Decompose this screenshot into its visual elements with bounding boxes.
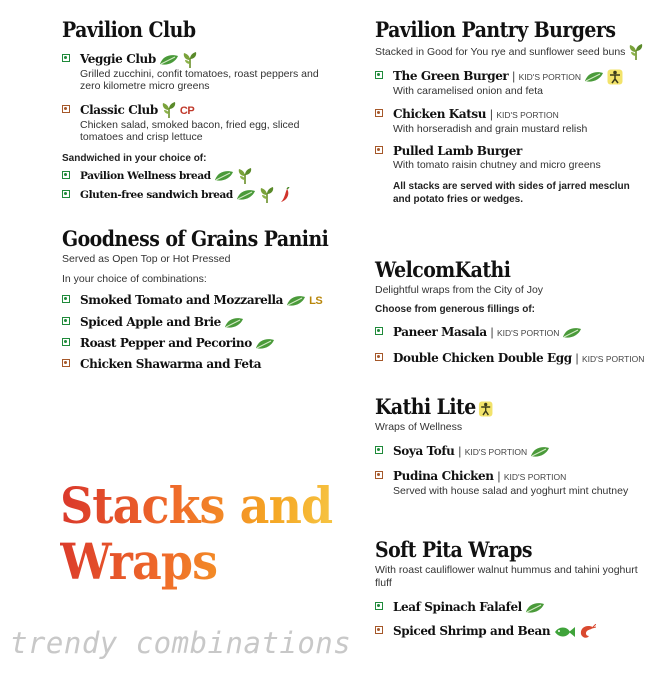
item-name: Soya Tofu xyxy=(393,444,455,458)
section-title: WelcomKathi xyxy=(375,257,511,282)
menu-item-paneer-masala xyxy=(375,324,645,341)
section-burgers xyxy=(375,18,645,206)
kids-portion-label: KID'S PORTION xyxy=(496,328,560,338)
item-name: Pavilion Wellness bread xyxy=(80,169,211,182)
menu-item-soya-tofu xyxy=(375,443,645,460)
section-title: Goodness of Grains Panini xyxy=(62,226,329,251)
menu-item-double-chicken xyxy=(375,350,645,367)
item-name: Leaf Spinach Falafel xyxy=(393,600,522,614)
leaf-icon xyxy=(286,295,306,307)
separator: | xyxy=(490,325,494,339)
item-description: Served with house salad and yoghurt mint chutney xyxy=(393,485,629,497)
nonveg-square-icon xyxy=(375,471,383,479)
item-name: Spiced Shrimp and Bean xyxy=(393,624,551,638)
sides-note: All stacks are served with sides of jarred mesclun and potato fries or wedges. xyxy=(393,180,630,205)
item-name: Paneer Masala xyxy=(393,325,487,339)
sprout-icon xyxy=(182,52,198,68)
leaf-icon xyxy=(530,446,550,458)
cp-badge: CP xyxy=(179,104,195,117)
choice-note: In your choice of combinations: xyxy=(62,273,207,285)
item-name: Chicken Shawarma and Feta xyxy=(80,357,262,371)
nonveg-square-icon xyxy=(375,626,383,634)
item-name: Gluten-free sandwich bread xyxy=(80,188,233,201)
menu-item-veggie-club xyxy=(62,51,342,93)
sprout-icon xyxy=(161,102,177,118)
section-title xyxy=(375,395,618,419)
title-text: Kathi Lite xyxy=(375,394,476,419)
leaf-icon xyxy=(214,170,234,182)
banner-line-1: Stacks and xyxy=(60,476,333,535)
item-description: Chicken salad, smoked bacon, fried egg, sliced tomatoes and crisp lettuce xyxy=(80,118,300,143)
choice-note: Sandwiched in your choice of: xyxy=(62,152,207,164)
item-name: Roast Pepper and Pecorino xyxy=(80,336,252,350)
banner-line-2: Wraps xyxy=(60,532,218,591)
ls-badge: LS xyxy=(309,295,323,307)
leaf-icon xyxy=(584,71,604,83)
leaf-icon xyxy=(224,317,244,329)
menu-item-chicken-katsu xyxy=(375,106,645,136)
item-name: Spiced Apple and Brie xyxy=(80,315,221,329)
leaf-icon xyxy=(255,338,275,350)
veg-square-icon xyxy=(375,446,383,454)
fish-icon xyxy=(553,626,575,638)
chili-icon xyxy=(278,187,292,203)
veg-square-icon xyxy=(62,190,70,198)
veg-square-icon xyxy=(375,602,383,610)
fitness-figure-icon xyxy=(607,69,623,85)
separator: | xyxy=(489,106,493,121)
section-subtitle: Delightful wraps from the City of Joy xyxy=(375,284,544,296)
section-subtitle: With roast cauliflower walnut hummus and tahini yoghurt fluff xyxy=(375,564,638,589)
shrimp-icon xyxy=(578,624,596,640)
item-name: Double Chicken Double Egg xyxy=(393,351,572,365)
sprout-icon xyxy=(628,44,644,60)
section-subtitle xyxy=(375,44,645,60)
section-pavilion-club xyxy=(62,18,342,203)
veg-square-icon xyxy=(375,327,383,335)
menu-item-classic-club xyxy=(62,102,342,144)
item-name: Smoked Tomato and Mozzarella xyxy=(80,293,284,307)
section-panini xyxy=(62,227,342,372)
bread-option-gluten-free xyxy=(62,187,342,203)
separator: | xyxy=(512,69,515,83)
kids-portion-label: KID'S PORTION xyxy=(496,109,559,120)
veg-square-icon xyxy=(375,71,383,79)
nonveg-square-icon xyxy=(62,105,70,113)
veg-square-icon xyxy=(62,295,70,303)
item-description: With tomato raisin chutney and micro greens xyxy=(393,159,601,171)
sprout-icon xyxy=(237,168,253,184)
section-soft-pita xyxy=(375,538,645,640)
item-name: Pudina Chicken xyxy=(393,469,494,483)
kids-portion-label: KID'S PORTION xyxy=(518,72,582,82)
veg-square-icon xyxy=(62,171,70,179)
separator: | xyxy=(458,444,461,458)
section-subtitle: Wraps of Wellness xyxy=(375,421,463,433)
menu-item-spiced-shrimp xyxy=(375,623,645,640)
kids-portion-label: KID'S PORTION xyxy=(582,354,645,364)
kids-portion-label: KID'S PORTION xyxy=(464,447,528,457)
item-name: Chicken Katsu xyxy=(393,106,487,121)
menu-item-pulled-lamb xyxy=(375,143,645,172)
item-name: Classic Club xyxy=(80,102,158,117)
nonveg-square-icon xyxy=(375,146,383,154)
kids-portion-label: KID'S PORTION xyxy=(503,472,567,482)
menu-item-green-burger xyxy=(375,68,645,98)
veg-square-icon xyxy=(62,317,70,325)
leaf-icon xyxy=(236,189,256,201)
menu-item-leaf-spinach-falafel xyxy=(375,599,645,615)
banner-tagline: trendy combinations xyxy=(10,626,352,660)
choice-note: Choose from generous fillings of: xyxy=(375,304,536,315)
nonveg-square-icon xyxy=(375,353,383,361)
menu-item-roast-pepper xyxy=(62,335,342,351)
item-description: Grilled zucchini, confit tomatoes, roast peppers and zero kilometre micro greens xyxy=(80,67,319,92)
section-title: Pavilion Pantry Burgers xyxy=(375,17,616,42)
item-description: With caramelised onion and feta xyxy=(393,85,543,97)
veg-square-icon xyxy=(62,338,70,346)
veg-square-icon xyxy=(62,54,70,62)
item-name: Veggie Club xyxy=(80,52,156,66)
separator: | xyxy=(497,469,501,483)
leaf-icon xyxy=(525,602,545,614)
nonveg-square-icon xyxy=(62,359,70,367)
section-title: Soft Pita Wraps xyxy=(375,537,532,562)
banner-title xyxy=(60,478,332,590)
menu-item-pudina-chicken xyxy=(375,468,645,498)
section-title: Pavilion Club xyxy=(62,17,196,42)
subtitle-text: Stacked in Good for You rye and sunflower seed buns xyxy=(375,45,626,58)
item-name: Pulled Lamb Burger xyxy=(393,144,522,158)
fitness-figure-icon xyxy=(478,401,492,417)
leaf-icon xyxy=(562,327,582,339)
leaf-icon xyxy=(159,54,179,66)
separator: | xyxy=(575,351,579,365)
nonveg-square-icon xyxy=(375,109,383,117)
menu-item-chicken-shawarma xyxy=(62,356,342,372)
section-welcomkathi xyxy=(375,258,645,367)
bread-option-wellness xyxy=(62,168,342,184)
item-description: With horseradish and grain mustard relish xyxy=(393,122,588,135)
section-subtitle: Served as Open Top or Hot Pressed xyxy=(62,253,231,265)
item-name: The Green Burger xyxy=(393,69,509,83)
menu-item-smoked-tomato xyxy=(62,292,342,309)
sprout-icon xyxy=(259,187,275,203)
section-kathi-lite xyxy=(375,395,645,498)
menu-item-spiced-apple xyxy=(62,314,342,330)
